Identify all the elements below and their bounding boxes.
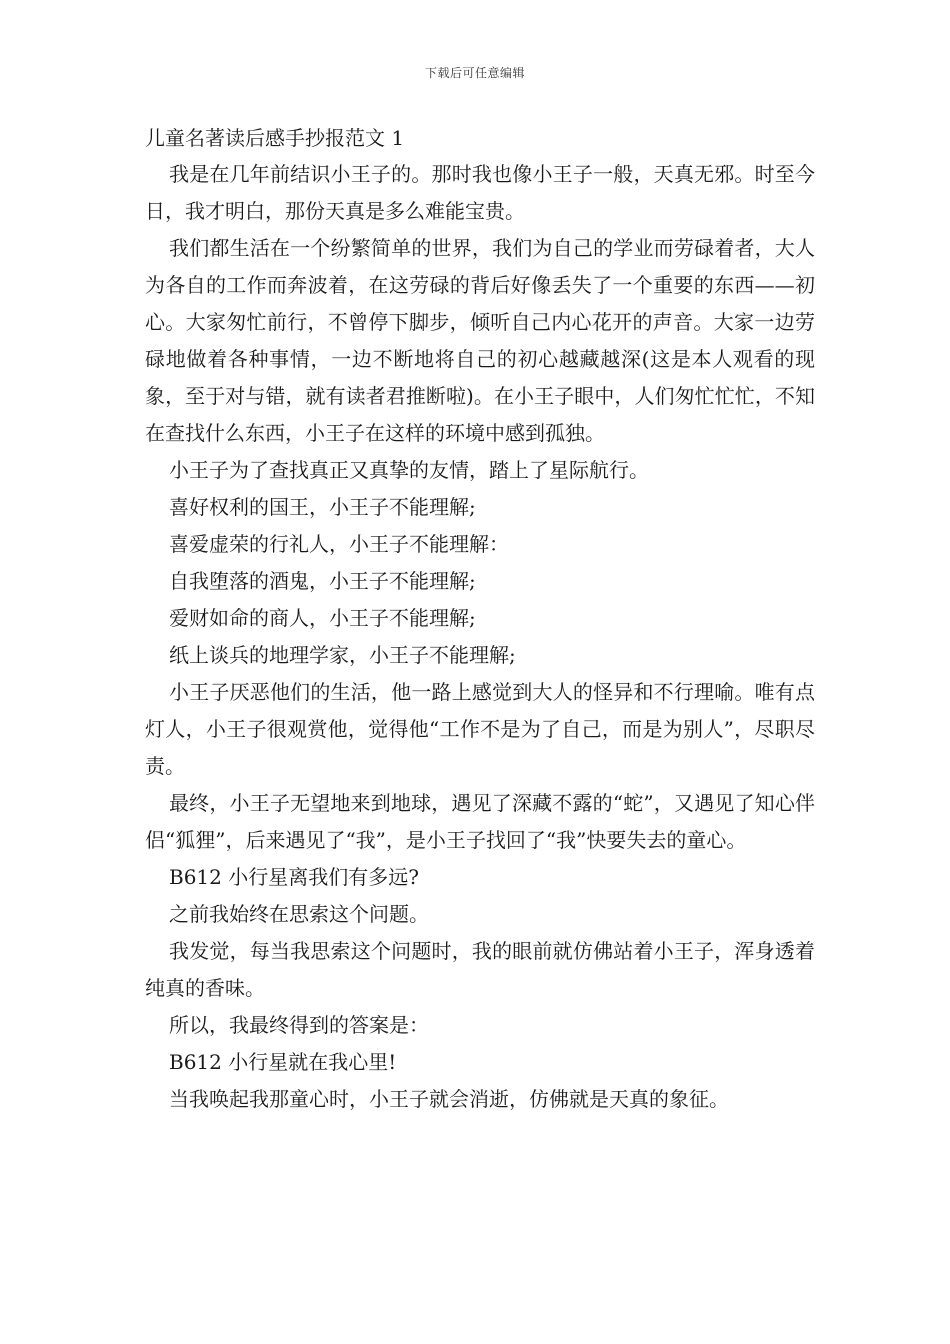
document-title: 儿童名著读后感手抄报范文 1	[145, 126, 405, 150]
paragraph-10: 最终，小王子无望地来到地球，遇见了深藏不露的“蛇”，又遇见了知心伴侣“狐狸”，后来遇见了“我”，是小王子找回了“我”快要失去的童心。	[145, 791, 815, 852]
paragraph-2: 我们都生活在一个纷繁简单的世界，我们为自己的学业而劳碌着者，大人为各自的工作而奔波着，在这劳碌的背后好像丢失了一个重要的东西——初心。大家匆忙前行，不曾停下脚步，倾听自己内心花开的声音。大家一边劳碌地做着各种事情，一边不断地将自己的初心越藏越深(这是本人观看的现象，至于对与错，就有读者君推断啦)。在小王子眼中，人们匆忙忙忙，不知在查找什么东西，小王子在这样的环境中感到孤独。	[145, 236, 815, 445]
paragraph-7: 爱财如命的商人，小王子不能理解;	[169, 606, 476, 630]
document-body	[145, 120, 815, 1118]
paragraph-8: 纸上谈兵的地理学家，小王子不能理解;	[169, 643, 516, 667]
paragraph-11: B612 小行星离我们有多远?	[169, 865, 419, 889]
paragraph-1: 我是在几年前结识小王子的。那时我也像小王子一般，天真无邪。时至今日，我才明白，那份天真是多么难能宝贵。	[145, 162, 815, 223]
paragraph-12: 之前我始终在思索这个问题。	[169, 902, 429, 926]
page-header: 下载后可任意编辑	[424, 66, 525, 80]
paragraph-15: B612 小行星就在我心里!	[169, 1050, 397, 1074]
paragraph-3: 小王子为了查找真正又真挚的友情，踏上了星际航行。	[169, 458, 649, 482]
paragraph-6: 自我堕落的酒鬼，小王子不能理解;	[169, 569, 476, 593]
paragraph-9: 小王子厌恶他们的生活，他一路上感觉到大人的怪异和不行理喻。唯有点灯人，小王子很观赏他，觉得他“工作不是为了自己，而是为别人”，尽职尽责。	[145, 680, 815, 778]
paragraph-16: 当我唤起我那童心时，小王子就会消逝，仿佛就是天真的象征。	[169, 1087, 729, 1111]
paragraph-5: 喜爱虚荣的行礼人，小王子不能理解：	[169, 532, 509, 556]
paragraph-14: 所以，我最终得到的答案是：	[169, 1013, 429, 1037]
paragraph-4: 喜好权利的国王，小王子不能理解;	[169, 495, 476, 519]
paragraph-13: 我发觉，每当我思索这个问题时，我的眼前就仿佛站着小王子，浑身透着纯真的香味。	[145, 939, 815, 1000]
